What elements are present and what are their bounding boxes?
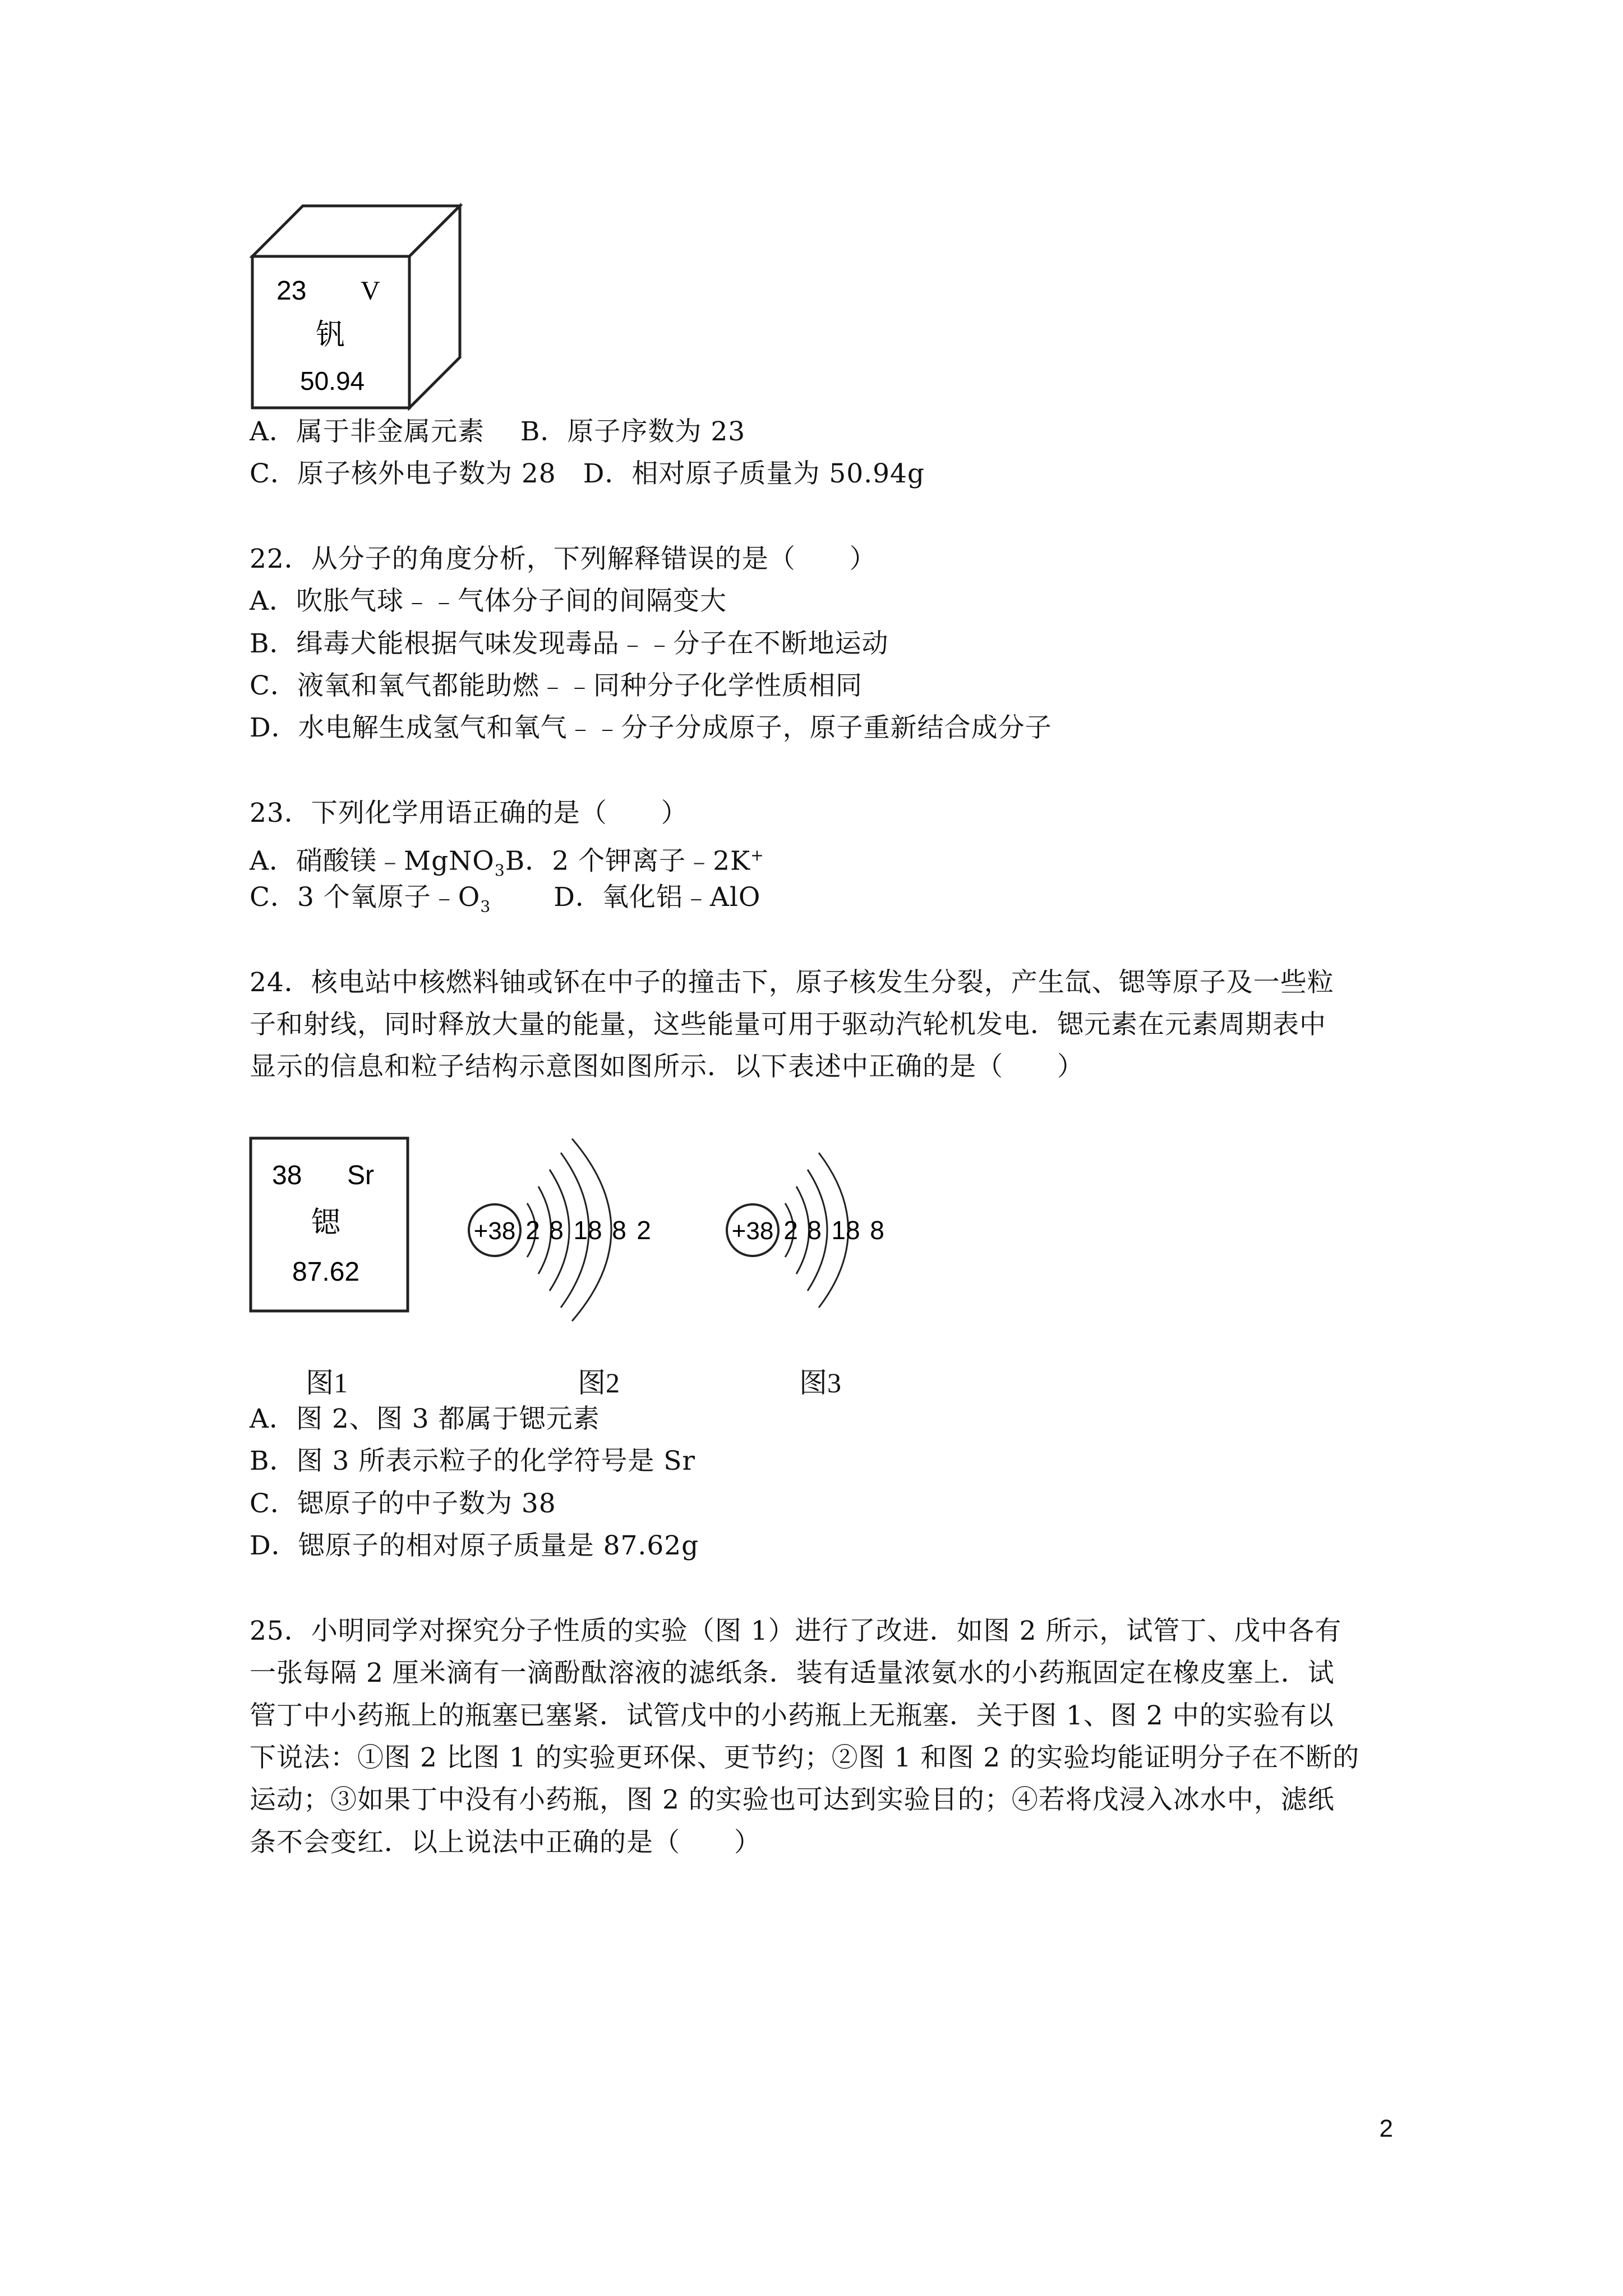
q24-stem-line-3: 显示的信息和粒子结构示意图如图所示．以下表述中正确的是（ ） bbox=[250, 1051, 1084, 1082]
q25-stem-line-5: 运动；③如果丁中没有小药瓶，图 2 的实验也可达到实验目的；④若将戊浸入冰水中，滤纸 bbox=[250, 1784, 1335, 1815]
q25-stem-line-4: 下说法：①图 2 比图 1 的实验更环保、更节约；②图 1 和图 2 的实验均能证明分子在不断的 bbox=[250, 1742, 1360, 1773]
q23-option-a-subscript: 3 bbox=[494, 861, 505, 880]
page-number: 2 bbox=[1379, 2115, 1393, 2142]
q23-options-row-2 bbox=[250, 881, 760, 923]
q24-stem-line-2: 子和射线，同时释放大量的能量，这些能量可用于驱动汽轮机发电．锶元素在元素周期表中 bbox=[250, 1009, 1326, 1040]
fig2-shell-3: 18 bbox=[573, 1216, 602, 1245]
fig2-shell-1: 2 bbox=[525, 1216, 540, 1245]
vanadium-mass: 50.94 bbox=[300, 366, 365, 395]
fig2-atom-structure bbox=[460, 1108, 667, 1332]
q23-option-b: B．2 个钾离子﹣2K bbox=[505, 845, 751, 877]
fig3-ion-structure bbox=[718, 1122, 909, 1324]
q25-stem-line-6: 条不会变红．以上说法中正确的是（ ） bbox=[250, 1827, 761, 1858]
fig2-shell-5: 2 bbox=[637, 1216, 651, 1245]
strontium-number: 38 bbox=[272, 1161, 302, 1190]
fig2-shell-2: 8 bbox=[549, 1216, 564, 1245]
vanadium-number: 23 bbox=[276, 276, 307, 306]
q23-option-c-subscript: 3 bbox=[480, 897, 491, 916]
vanadium-element-card bbox=[250, 203, 463, 411]
q25-stem-line-1: 25．小明同学对探究分子性质的实验（图 1）进行了改进．如图 2 所示，试管丁、戊中各有 bbox=[250, 1616, 1342, 1646]
q25-stem-line-3: 管丁中小药瓶上的瓶塞已塞紧．试管戊中的小药瓶上无瓶塞．关于图 1、图 2 中的实验有以 bbox=[250, 1700, 1334, 1731]
strontium-element-card bbox=[248, 1136, 411, 1315]
q22-option-b: B．缉毒犬能根据气味发现毒品﹣﹣分子在不断地运动 bbox=[250, 628, 889, 659]
q23-stem: 23．下列化学用语正确的是（ ） bbox=[250, 798, 688, 829]
q23-option-a: A．硝酸镁﹣MgNO bbox=[250, 845, 495, 877]
q22-option-d: D．水电解生成氢气和氧气﹣﹣分子分成原子，原子重新结合成分子 bbox=[250, 712, 1052, 743]
fig1-label: 图1 bbox=[306, 1367, 348, 1398]
q21-option-line-2: C．原子核外电子数为 28 D．相对原子质量为 50.94g bbox=[250, 458, 925, 489]
q24-option-a: A．图 2、图 3 都属于锶元素 bbox=[250, 1404, 600, 1434]
q22-stem: 22．从分子的角度分析，下列解释错误的是（ ） bbox=[250, 544, 877, 574]
q21-option-line-1: A．属于非金属元素 B．原子序数为 23 bbox=[250, 416, 746, 447]
q24-option-b: B．图 3 所表示粒子的化学符号是 Sr bbox=[250, 1446, 695, 1476]
q22-option-c: C．液氧和氧气都能助燃﹣﹣同种分子化学性质相同 bbox=[250, 670, 863, 701]
strontium-mass: 87.62 bbox=[292, 1257, 360, 1287]
q25-stem-line-2: 一张每隔 2 厘米滴有一滴酚酞溶液的滤纸条．装有适量浓氨水的小药瓶固定在橡皮塞上．试 bbox=[250, 1658, 1335, 1688]
q22-option-a: A．吹胀气球﹣﹣气体分子间的间隔变大 bbox=[250, 586, 727, 616]
fig3-shell-3: 18 bbox=[831, 1216, 860, 1245]
fig3-nucleus: +38 bbox=[731, 1217, 774, 1245]
fig2-nucleus: +38 bbox=[473, 1217, 516, 1245]
q24-option-d: D．锶原子的相对原子质量是 87.62g bbox=[250, 1530, 699, 1561]
fig3-label: 图3 bbox=[799, 1367, 841, 1398]
q23-option-d: D．氧化铝﹣AlO bbox=[554, 882, 761, 913]
q23-options-row-1 bbox=[250, 839, 764, 887]
fig3-shell-1: 2 bbox=[783, 1216, 798, 1245]
q23-option-b-superscript: + bbox=[750, 846, 764, 864]
vanadium-symbol: V bbox=[361, 276, 380, 306]
fig2-label: 图2 bbox=[578, 1367, 620, 1398]
q24-option-c: C．锶原子的中子数为 38 bbox=[250, 1488, 556, 1519]
fig3-shell-4: 8 bbox=[870, 1216, 884, 1245]
fig2-shell-4: 8 bbox=[612, 1216, 626, 1245]
q24-stem-line-1: 24．核电站中核燃料铀或钚在中子的撞击下，原子核发生分裂，产生氙、锶等原子及一些粒 bbox=[250, 967, 1334, 998]
strontium-name: 锶 bbox=[311, 1206, 341, 1240]
strontium-symbol: Sr bbox=[347, 1161, 374, 1190]
fig3-shell-2: 8 bbox=[807, 1216, 822, 1245]
q23-option-c: C．3 个氧原子﹣O bbox=[250, 882, 481, 913]
vanadium-name: 钒 bbox=[316, 318, 345, 352]
